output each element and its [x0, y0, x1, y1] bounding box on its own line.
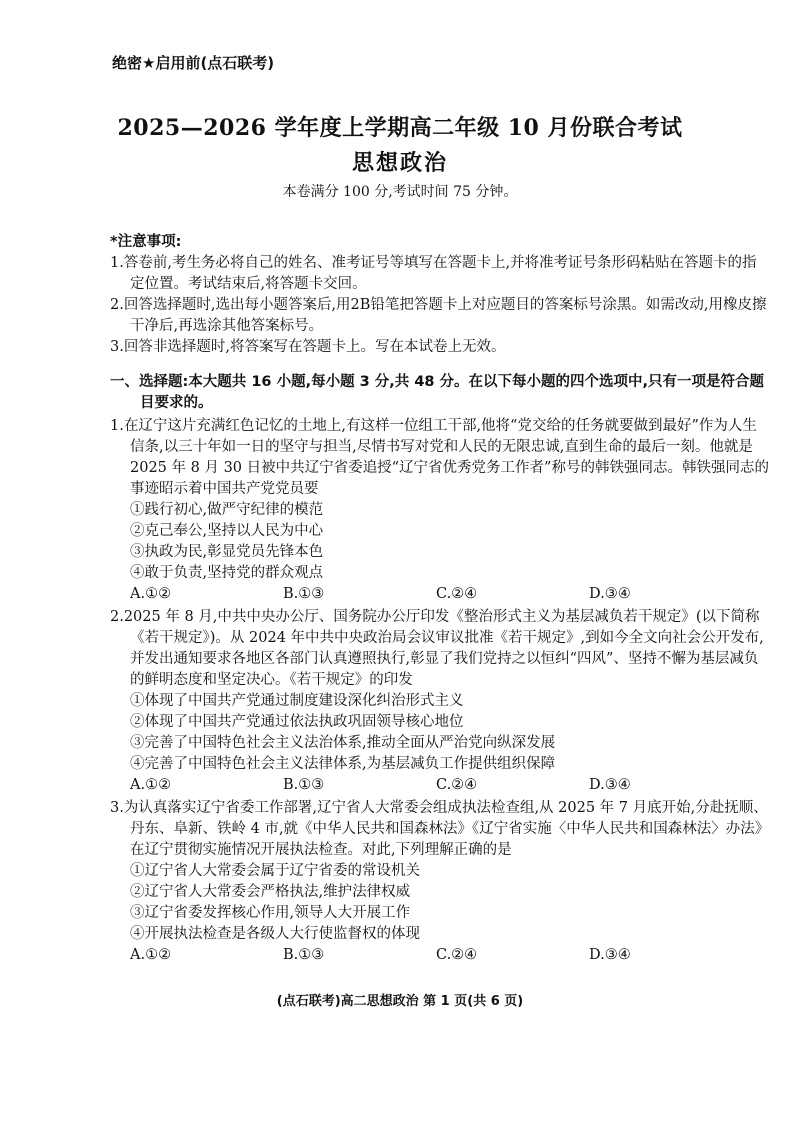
option-c: C.②④: [436, 947, 478, 963]
option-c: C.②④: [436, 777, 478, 793]
notice-title: *注意事项:: [110, 234, 182, 250]
notice-item: 3.回答非选择题时,将答案写在答题卡上。写在本试卷上无效。: [110, 339, 506, 355]
answer-options: [110, 775, 770, 796]
statement: ④敢于负责,坚持党的群众观点: [130, 565, 324, 581]
statement: ①践行初心,做严守纪律的模范: [130, 502, 324, 518]
page-content: [110, 232, 770, 966]
notice-item: 2.回答选择题时,选出每小题答案后,用2B铅笔把答题卡上对应题目的答案标号涂黑。如需改动,用橡皮擦干净后,再选涂其他答案标号。: [110, 297, 767, 334]
statement: ①体现了中国共产党通过制度建设深化纠治形式主义: [130, 693, 464, 709]
option-d: D.③④: [589, 947, 631, 963]
option-a: A.①②: [130, 947, 172, 963]
statement: ④完善了中国特色社会主义法律体系,为基层减负工作提供组织保障: [130, 756, 556, 772]
statement: ①辽宁省人大常委会属于辽宁省委的常设机关: [130, 863, 420, 879]
subject-title: 思想政治: [351, 151, 448, 176]
question-1: [110, 416, 770, 605]
question-2: [110, 607, 770, 796]
question-stem: 2.2025 年 8 月,中共中央办公厅、国务院办公厅印发《整治形式主义为基层减负若干规定》(以下简称《若干规定》)。从 2024 年中共中央政治局会议审议批准《若干规定》,到如今全文向社会公开发布,并发出通知要求各地区各部门认真遵照执行,彰显了我们党持之以恒纠“四风”、坚持不懈为基层减负的鲜明态度和坚定决心。《若干规定》的印发: [110, 609, 764, 688]
option-d: D.③④: [589, 586, 631, 602]
answer-options: [110, 584, 770, 605]
notice-item: 1.答卷前,考生务必将自己的姓名、准考证号等填写在答题卡上,并将准考证号条形码粘贴在答题卡的指定位置。考试结束后,将答题卡交回。: [110, 255, 757, 292]
question-stem: 3.为认真落实辽宁省委工作部署,辽宁省人大常委会组成执法检查组,从 2025 年 7 月底开始,分赴抚顺、丹东、阜新、铁岭 4 市,就《中华人民共和国森林法》《辽宁省实施〈中华人民共和国森林法〉办法》在辽宁贯彻实施情况开展执法检查。对此,下列理解正确的是: [110, 800, 770, 858]
statement: ②克己奉公,坚持以人民为中心: [130, 523, 324, 539]
question-stem: 1.在辽宁这片充满红色记忆的土地上,有这样一位组工干部,他将“党交给的任务就要做到最好”作为人生信条,以三十年如一日的坚守与担当,尽情书写对党和人民的无限忠诚,直到生命的最后一刻。他就是 2025 年 8 月 30 日被中共辽宁省委追授“辽宁省优秀党务工作者”称号的韩铁强同志。韩铁强同志的事迹昭示着中国共产党党员要: [110, 418, 769, 497]
option-c: C.②④: [436, 586, 478, 602]
option-d: D.③④: [589, 777, 631, 793]
statement: ③辽宁省委发挥核心作用,领导人大开展工作: [130, 905, 411, 921]
question-3: [110, 798, 770, 966]
option-b: B.①③: [283, 947, 325, 963]
statement: ③执政为民,彰显党员先锋本色: [130, 544, 324, 560]
statement: ③完善了中国特色社会主义法治体系,推动全面从严治党向纵深发展: [130, 735, 556, 751]
option-a: A.①②: [130, 777, 172, 793]
answer-options: [110, 945, 770, 966]
exam-info: 本卷满分 100 分,考试时间 75 分钟。: [282, 184, 518, 200]
option-b: B.①③: [283, 777, 325, 793]
confidential-label: 绝密★启用前(点石联考): [112, 54, 275, 72]
statement: ②体现了中国共产党通过依法执政巩固领导核心地位: [130, 714, 464, 730]
section-heading: 一、选择题:本大题共 16 小题,每小题 3 分,共 48 分。在以下每小题的四个选项中,只有一项是符合题目要求的。: [110, 374, 765, 411]
page-footer: (点石联考)高二思想政治 第 1 页(共 6 页): [276, 994, 524, 1009]
statement: ④开展执法检查是各级人大行使监督权的体现: [130, 926, 420, 942]
option-a: A.①②: [130, 586, 172, 602]
exam-title: 2025—2026 学年度上学期高二年级 10 月份联合考试: [117, 115, 683, 141]
option-b: B.①③: [283, 586, 325, 602]
statement: ②辽宁省人大常委会严格执法,维护法律权威: [130, 884, 411, 900]
